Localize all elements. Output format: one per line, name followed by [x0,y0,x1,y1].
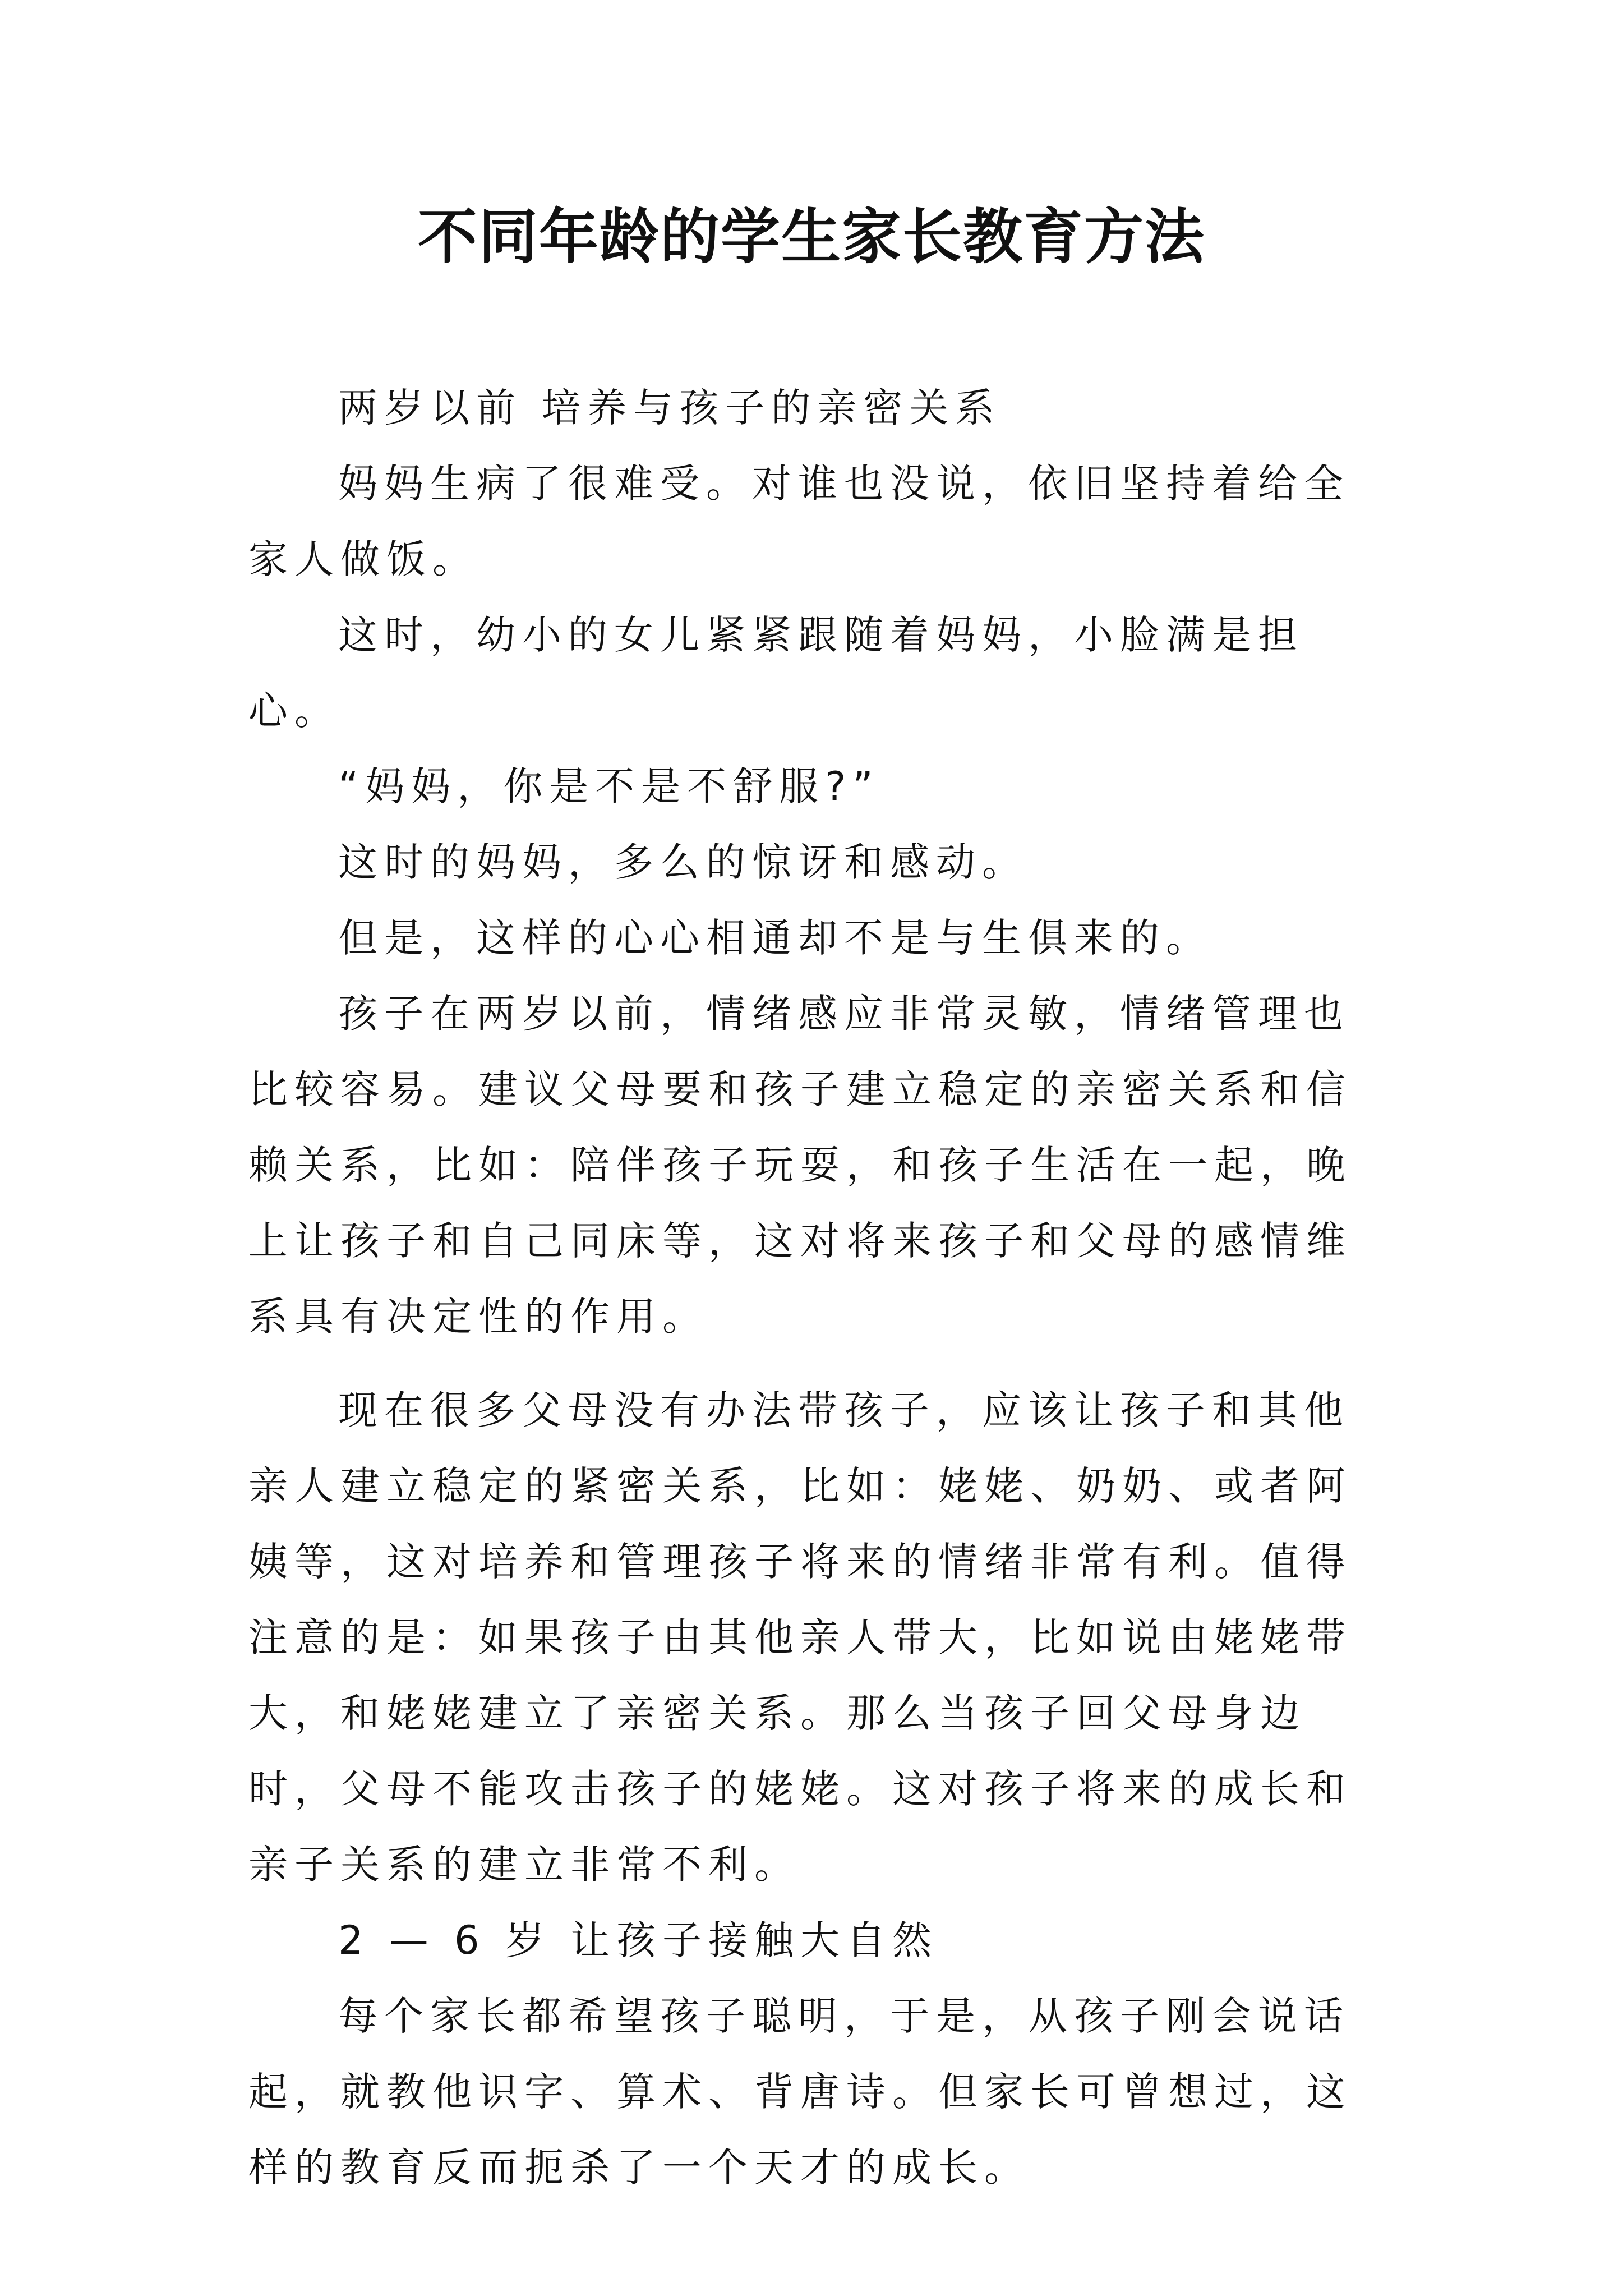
section-heading-under-two: 两岁以前 培养与孩子的亲密关系 [338,385,1002,431]
paragraph: 这时的妈妈，多么的惊讶和感动。 [338,839,1028,885]
quote-paragraph: “妈妈，你是不是不舒服?” [338,763,880,809]
paragraph: 这时，幼小的女儿紧紧跟随着妈妈，小脸满是担心。 [248,612,1304,734]
paragraph: 孩子在两岁以前，情绪感应非常灵敏，情绪管理也比较容易。建议父母要和孩子建立稳定的亲密关系和信赖关系，比如：陪伴孩子玩耍，和孩子生活在一起，晚上让孩子和自己同床等，这对将来孩子和父母的感情维系具有决定性的作用。 [248,991,1352,1340]
paragraph: 每个家长都希望孩子聪明，于是，从孩子刚会说话起，就教他识字、算术、背唐诗。但家长可曾想过，这样的教育反而扼杀了一个天才的成长。 [248,1993,1352,2191]
paragraph: 但是，这样的心心相通却不是与生俱来的。 [338,915,1212,961]
section-heading-two-to-six: 2 — 6 岁 让孩子接触大自然 [338,1917,939,1963]
document-body [248,370,1393,2206]
paragraph: 现在很多父母没有办法带孩子，应该让孩子和其他亲人建立稳定的紧密关系，比如：姥姥、奶奶、或者阿姨等，这对培养和管理孩子将来的情绪非常有利。值得注意的是：如果孩子由其他亲人带大，比如说由姥姥带大，和姥姥建立了亲密关系。那么当孩子回父母身边时，父母不能攻击孩子的姥姥。这对孩子将来的成长和亲子关系的建立非常不利。 [248,1387,1352,1888]
document-title: 不同年龄的学生家长教育方法 [418,201,1205,272]
paragraph: 妈妈生病了很难受。对谁也没说，依旧坚持着给全家人做饭。 [248,461,1350,582]
